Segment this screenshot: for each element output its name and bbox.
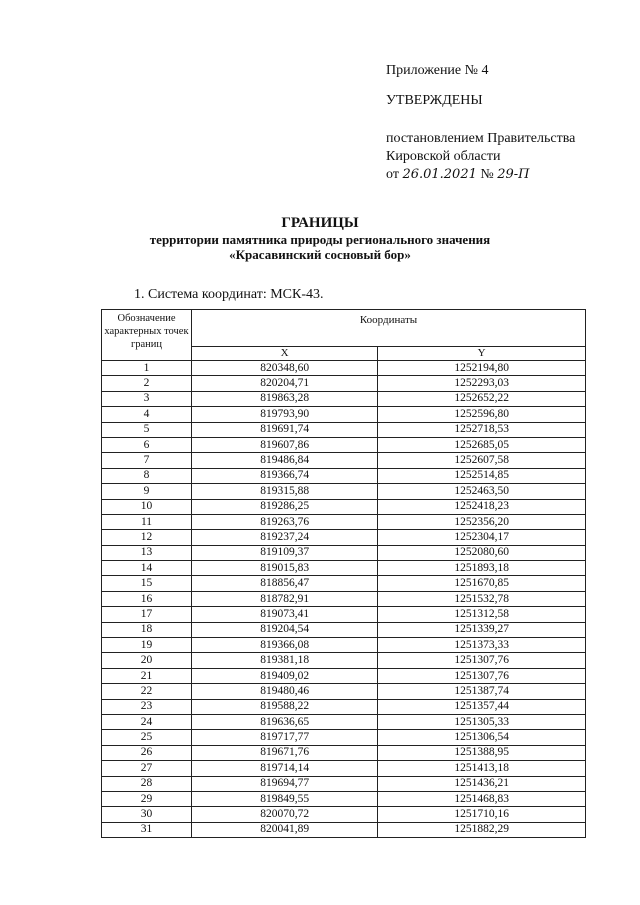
decree-date-line: [386, 166, 575, 184]
point-number: 19: [102, 638, 192, 653]
point-number: 6: [102, 437, 192, 452]
point-number: 7: [102, 453, 192, 468]
point-number: 27: [102, 761, 192, 776]
number-prefix: №: [480, 167, 494, 182]
table-row: [102, 545, 586, 560]
x-value: 819315,88: [192, 484, 378, 499]
y-value: 1252293,03: [378, 376, 586, 391]
table-row: [102, 422, 586, 437]
x-value: 820041,89: [192, 822, 378, 837]
x-value: 820070,72: [192, 807, 378, 822]
table-row: [102, 514, 586, 529]
point-number: 3: [102, 391, 192, 406]
table-row: [102, 453, 586, 468]
point-number: 13: [102, 545, 192, 560]
header-y: Y: [378, 347, 586, 361]
x-value: 819381,18: [192, 653, 378, 668]
point-number: 1: [102, 361, 192, 376]
point-number: 21: [102, 668, 192, 683]
point-number: 14: [102, 561, 192, 576]
table-row: [102, 607, 586, 622]
point-number: 5: [102, 422, 192, 437]
y-value: 1251710,16: [378, 807, 586, 822]
y-value: 1251468,83: [378, 791, 586, 806]
table-row: [102, 530, 586, 545]
header-point: Обозначение характерных точек границ: [102, 310, 192, 361]
table-row: [102, 684, 586, 699]
table-row: [102, 745, 586, 760]
y-value: 1251307,76: [378, 668, 586, 683]
point-number: 29: [102, 791, 192, 806]
y-value: 1251307,76: [378, 653, 586, 668]
x-value: 819863,28: [192, 391, 378, 406]
y-value: 1251893,18: [378, 561, 586, 576]
x-value: 819607,86: [192, 437, 378, 452]
x-value: 819366,08: [192, 638, 378, 653]
y-value: 1252304,17: [378, 530, 586, 545]
table-row: [102, 638, 586, 653]
y-value: 1251339,27: [378, 622, 586, 637]
header-x: X: [192, 347, 378, 361]
header-coordinates: Координаты: [192, 310, 586, 347]
point-number: 17: [102, 607, 192, 622]
table-row: [102, 807, 586, 822]
decree-line-2: Кировской области: [386, 149, 501, 164]
table-row: [102, 776, 586, 791]
y-value: 1252514,85: [378, 468, 586, 483]
point-number: 4: [102, 407, 192, 422]
y-value: 1252607,58: [378, 453, 586, 468]
y-value: 1252652,22: [378, 391, 586, 406]
x-value: 819073,41: [192, 607, 378, 622]
y-value: 1251312,58: [378, 607, 586, 622]
x-value: 819636,65: [192, 714, 378, 729]
y-value: 1251357,44: [378, 699, 586, 714]
x-value: 820204,71: [192, 376, 378, 391]
y-value: 1252418,23: [378, 499, 586, 514]
y-value: 1251388,95: [378, 745, 586, 760]
x-value: 818782,91: [192, 591, 378, 606]
title-subtitle-1: территории памятника природы регионального значения: [149, 232, 491, 247]
x-value: 819015,83: [192, 561, 378, 576]
point-number: 15: [102, 576, 192, 591]
point-number: 12: [102, 530, 192, 545]
point-number: 28: [102, 776, 192, 791]
coordinate-system-label: 1. Система координат: МСК-43.: [134, 287, 324, 302]
y-value: 1252596,80: [378, 407, 586, 422]
y-value: 1251436,21: [378, 776, 586, 791]
approval-block: [386, 62, 575, 184]
appendix-label: Приложение № 4: [386, 63, 489, 78]
date-prefix: от: [386, 167, 399, 182]
x-value: 819714,14: [192, 761, 378, 776]
title-heading: ГРАНИЦЫ: [281, 215, 359, 231]
x-value: 819263,76: [192, 514, 378, 529]
table-row: [102, 376, 586, 391]
table-row: [102, 668, 586, 683]
x-value: 820348,60: [192, 361, 378, 376]
x-value: 819671,76: [192, 745, 378, 760]
table-row: [102, 730, 586, 745]
y-value: 1252080,60: [378, 545, 586, 560]
table-row: [102, 699, 586, 714]
y-value: 1252718,53: [378, 422, 586, 437]
table-row: [102, 653, 586, 668]
point-number: 25: [102, 730, 192, 745]
point-number: 22: [102, 684, 192, 699]
title-subtitle-2: «Красавинский сосновый бор»: [229, 247, 411, 262]
y-value: 1251882,29: [378, 822, 586, 837]
x-value: 819588,22: [192, 699, 378, 714]
point-number: 16: [102, 591, 192, 606]
table-row: [102, 791, 586, 806]
table-row: [102, 761, 586, 776]
x-value: 819486,84: [192, 453, 378, 468]
x-value: 819694,77: [192, 776, 378, 791]
y-value: 1251373,33: [378, 638, 586, 653]
point-number: 24: [102, 714, 192, 729]
point-number: 8: [102, 468, 192, 483]
y-value: 1252194,80: [378, 361, 586, 376]
point-number: 31: [102, 822, 192, 837]
x-value: 819204,54: [192, 622, 378, 637]
table-row: [102, 468, 586, 483]
table-row: [102, 714, 586, 729]
table-row: [102, 407, 586, 422]
point-number: 30: [102, 807, 192, 822]
y-value: 1251532,78: [378, 591, 586, 606]
point-number: 26: [102, 745, 192, 760]
y-value: 1252463,50: [378, 484, 586, 499]
point-number: 23: [102, 699, 192, 714]
x-value: 819793,90: [192, 407, 378, 422]
x-value: 819366,74: [192, 468, 378, 483]
x-value: 818856,47: [192, 576, 378, 591]
approved-label: УТВЕРЖДЕНЫ: [386, 93, 483, 108]
x-value: 819849,55: [192, 791, 378, 806]
y-value: 1251413,18: [378, 761, 586, 776]
point-number: 9: [102, 484, 192, 499]
table-row: [102, 561, 586, 576]
table-row: [102, 822, 586, 837]
table-row: [102, 576, 586, 591]
table-row: [102, 591, 586, 606]
table-row: [102, 484, 586, 499]
table-row: [102, 437, 586, 452]
x-value: 819717,77: [192, 730, 378, 745]
point-number: 20: [102, 653, 192, 668]
y-value: 1251670,85: [378, 576, 586, 591]
x-value: 819109,37: [192, 545, 378, 560]
x-value: 819691,74: [192, 422, 378, 437]
table-row: [102, 622, 586, 637]
y-value: 1252356,20: [378, 514, 586, 529]
point-number: 18: [102, 622, 192, 637]
point-number: 10: [102, 499, 192, 514]
table-row: [102, 361, 586, 376]
x-value: 819286,25: [192, 499, 378, 514]
decree-line-1: постановлением Правительства: [386, 131, 576, 146]
decree-number: 29-П: [497, 167, 530, 182]
point-number: 2: [102, 376, 192, 391]
x-value: 819409,02: [192, 668, 378, 683]
point-number: 11: [102, 514, 192, 529]
x-value: 819237,24: [192, 530, 378, 545]
coordinates-table: [101, 309, 586, 838]
document-title: [0, 214, 640, 262]
decree-date: 26.01.2021: [402, 167, 477, 182]
x-value: 819480,46: [192, 684, 378, 699]
y-value: 1251306,54: [378, 730, 586, 745]
y-value: 1251387,74: [378, 684, 586, 699]
y-value: 1252685,05: [378, 437, 586, 452]
y-value: 1251305,33: [378, 714, 586, 729]
table-row: [102, 391, 586, 406]
table-row: [102, 499, 586, 514]
